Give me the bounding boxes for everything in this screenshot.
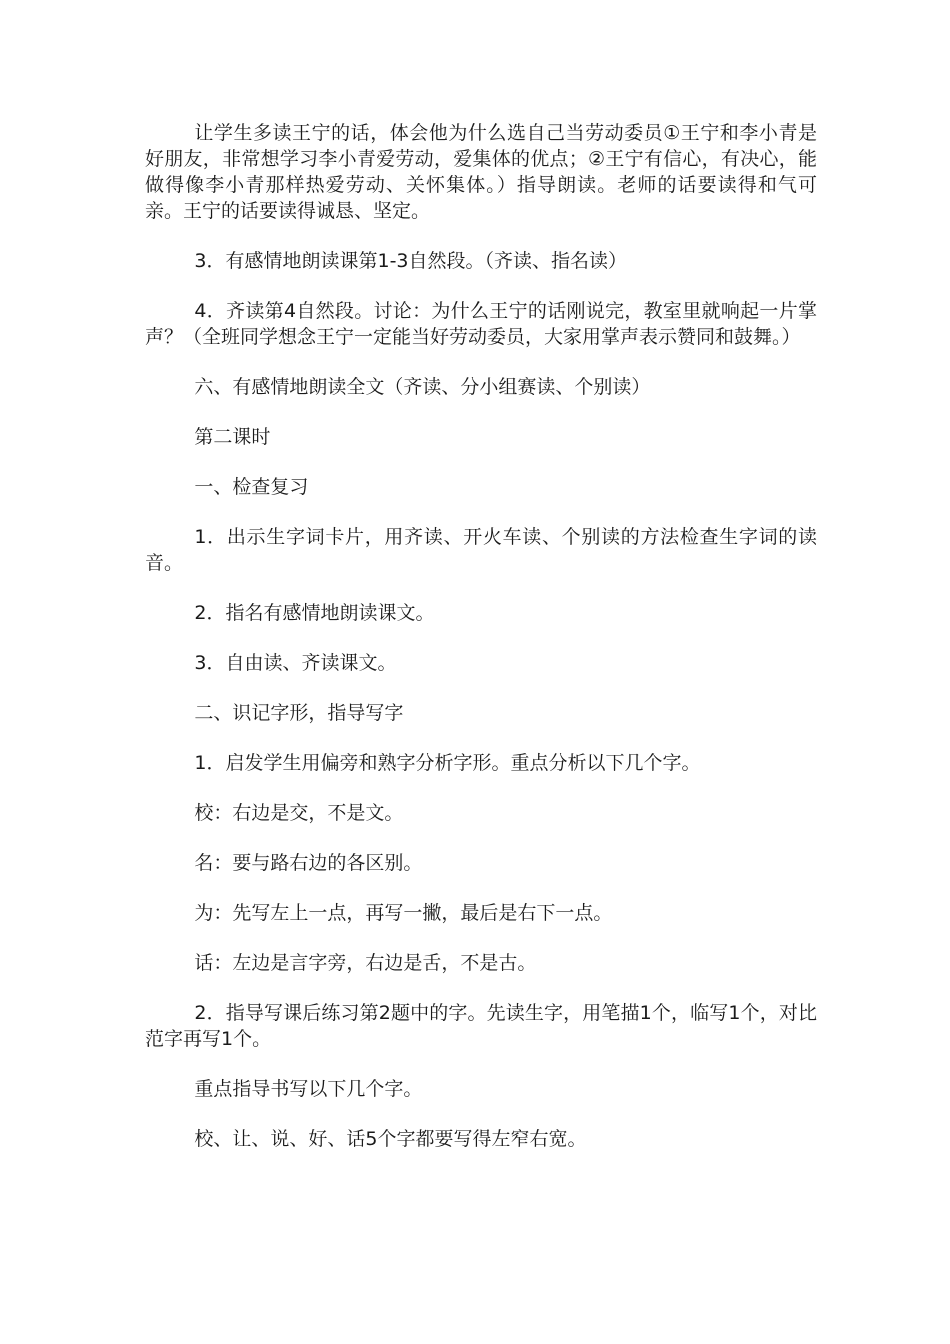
paragraph-review-1: 1．出示生字词卡片，用齐读、开火车读、个别读的方法检查生字词的读音。 bbox=[145, 526, 817, 574]
paragraph-left-narrow: 校、让、说、好、话5个字都要写得左窄右宽。 bbox=[194, 1128, 587, 1150]
paragraph-char-ming: 名：要与路右边的各区别。 bbox=[194, 852, 423, 874]
section-heading-six: 六、有感情地朗读全文（齐读、分小组赛读、个别读） bbox=[194, 376, 651, 398]
paragraph-review-2: 2．指名有感情地朗读课文。 bbox=[194, 602, 435, 624]
paragraph-key-guidance: 重点指导书写以下几个字。 bbox=[194, 1078, 423, 1100]
paragraph-writing-1: 1．启发学生用偏旁和熟字分析字形。重点分析以下几个字。 bbox=[194, 752, 701, 774]
paragraph-review-3: 3．自由读、齐读课文。 bbox=[194, 652, 397, 674]
paragraph-reading-guidance: 让学生多读王宁的话，体会他为什么选自己当劳动委员①王宁和李小青是好朋友，非常想学习李小青爱劳动，爱集体的优点；②王宁有信心，有决心，能做得像李小青那样热爱劳动、关怀集体。）指导朗读。老师的话要读得和气可亲。王宁的话要读得诚恳、坚定。 bbox=[145, 122, 817, 222]
lesson-heading-second: 第二课时 bbox=[194, 426, 271, 448]
paragraph-char-hua: 话：左边是言字旁，右边是舌，不是古。 bbox=[194, 952, 537, 974]
paragraph-writing-2: 2．指导写课后练习第2题中的字。先读生字，用笔描1个，临写1个，对比范字再写1个。 bbox=[145, 1002, 817, 1050]
paragraph-step-3: 3．有感情地朗读课第1-3自然段。（齐读、指名读） bbox=[194, 250, 628, 272]
paragraph-char-wei: 为：先写左上一点，再写一撇，最后是右下一点。 bbox=[194, 902, 613, 924]
paragraph-step-4: 4．齐读第4自然段。讨论：为什么王宁的话刚说完，教室里就响起一片掌声？（全班同学想念王宁一定能当好劳动委员，大家用掌声表示赞同和鼓舞。） bbox=[145, 300, 817, 348]
section-heading-review: 一、检查复习 bbox=[194, 476, 309, 498]
document-body bbox=[145, 120, 817, 1176]
section-heading-writing: 二、识记字形，指导写字 bbox=[194, 702, 404, 724]
paragraph-char-xiao: 校：右边是交，不是文。 bbox=[194, 802, 404, 824]
